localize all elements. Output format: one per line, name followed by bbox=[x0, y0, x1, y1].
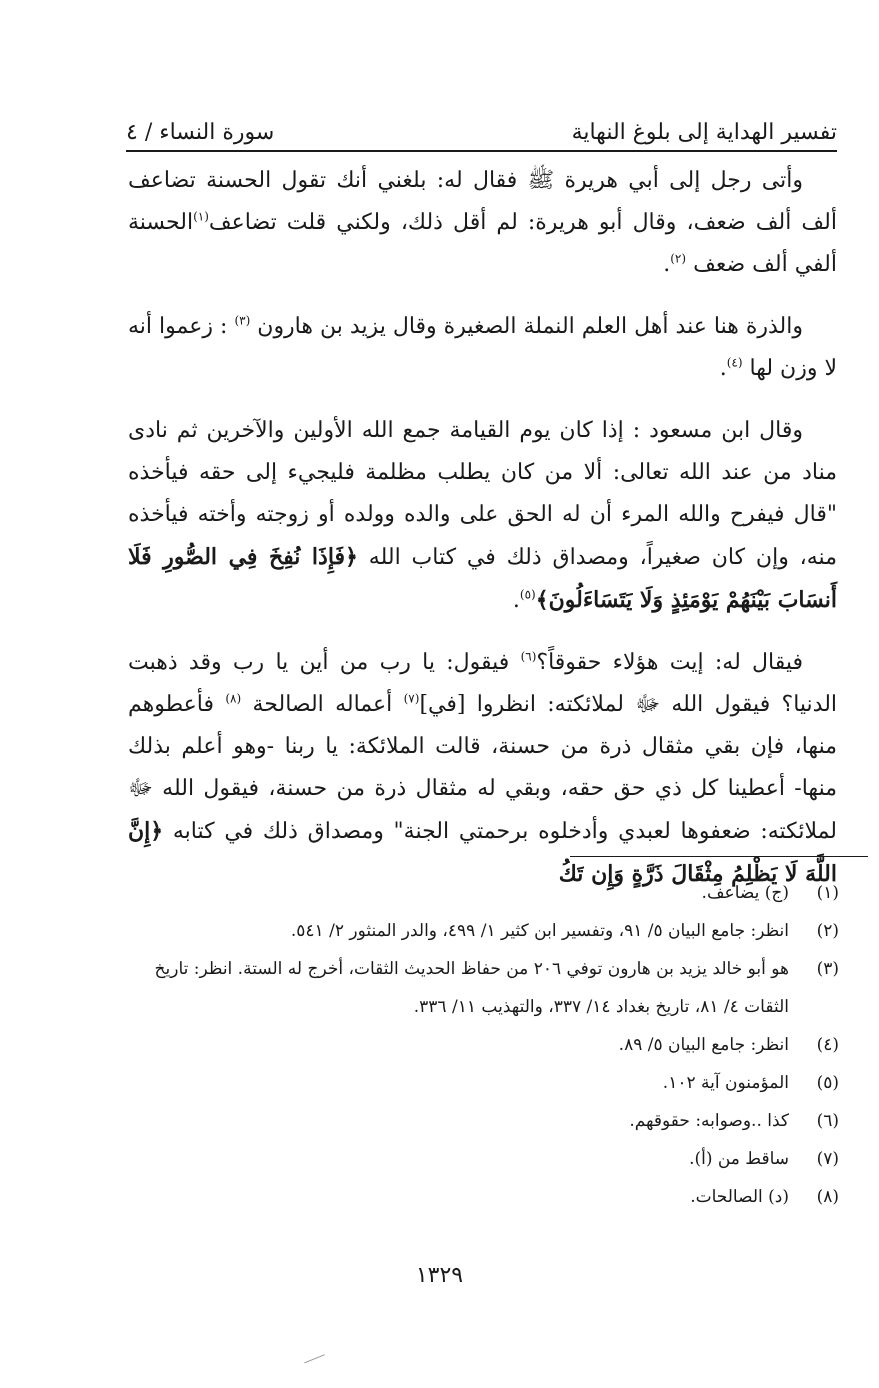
footnote-8 bbox=[120, 1178, 839, 1216]
p4-text-4: فأعطوهم منها، فإن بقي مثقال ذرة من حسنة، قالت الملائكة: يا ربنا -وهو أعلم بذلك منها- أعطينا كل ذي حق حقه، وبقي له مثقال ذرة من حسنة، فيقول الله ﷻ لملائكته: ضعفوها لعبدي وأدخلوه برحمتي الجنة" ومصداق ذلك في كتابه bbox=[128, 692, 838, 844]
main-text bbox=[128, 160, 837, 916]
footnote-ref-7[interactable]: (٧) bbox=[403, 691, 420, 706]
footnote-2 bbox=[120, 912, 839, 950]
p2-text-3: . bbox=[719, 356, 727, 381]
p1-text-1: وأتى رجل إلى أبي هريرة ﷺ فقال له: بلغني أنك تقول الحسنة تضاعف ألف ألف ضعف، وقال أبو هريرة: لم أقل ذلك، ولكني قلت تضاعف bbox=[128, 168, 837, 235]
footnote-number: (١) bbox=[816, 883, 839, 903]
p4-text-3: أعماله الصالحة bbox=[252, 692, 393, 717]
footnote-ref-6[interactable]: (٦) bbox=[520, 649, 537, 664]
footnote-number: (٢) bbox=[816, 921, 839, 941]
footnote-ref-5[interactable]: (٥) bbox=[519, 587, 536, 602]
footnote-text: هو أبو خالد يزيد بن هارون توفي ٢٠٦ من حفاظ الحديث الثقات، أخرج له الستة. انظر: تاريخ الثقات ٤/ ٨١، تاريخ بغداد ١٤/ ٣٣٧، والتهذيب ١١/ ٣٣٦. bbox=[154, 959, 789, 1017]
footnote-6 bbox=[120, 1102, 839, 1140]
scan-mark bbox=[304, 1354, 328, 1371]
paragraph-3 bbox=[128, 410, 837, 622]
footnotes-section bbox=[120, 874, 839, 1216]
p2-text-1: والذرة هنا عند أهل العلم النملة الصغيرة وقال يزيد بن هارون bbox=[257, 314, 803, 339]
footnote-text: انظر: جامع البيان ٥/ ٨٩. bbox=[618, 1035, 789, 1055]
paragraph-2 bbox=[128, 306, 837, 390]
quran-verse-2: ﴿إِنَّ اللَّهَ لَا يَظْلِمُ مِثْقَالَ ذَرَّةٍ وَإِن تَكُ bbox=[128, 818, 837, 887]
footnote-number: (٨) bbox=[816, 1187, 839, 1207]
footnote-divider bbox=[570, 856, 868, 857]
footnote-1 bbox=[120, 874, 839, 912]
footnote-number: (٤) bbox=[816, 1035, 839, 1055]
footnote-text: كذا ..وصوابه: حقوقهم. bbox=[629, 1111, 789, 1131]
footnote-7 bbox=[120, 1140, 839, 1178]
quran-verse-1: ﴿فَإِذَا نُفِخَ فِي الصُّورِ فَلَا أَنسَابَ بَيْنَهُمْ يَوْمَئِذٍ وَلَا يَتَسَاءَلُونَ﴾ bbox=[128, 544, 837, 613]
running-header bbox=[126, 96, 837, 150]
header-divider bbox=[126, 150, 837, 152]
footnote-text: انظر: جامع البيان ٥/ ٩١، وتفسير ابن كثير ١/ ٤٩٩، والدر المنثور ٢/ ٥٤١. bbox=[290, 921, 789, 941]
footnote-ref-3[interactable]: (٣) bbox=[234, 313, 251, 328]
footnote-number: (٣) bbox=[816, 959, 839, 979]
p4-text-2: فيقول: يا رب من أين يا رب وقد ذهبت الدنيا؟ فيقول الله ﷻ لملائكته: انظروا [في] bbox=[128, 650, 838, 717]
footnote-text: (د) الصالحات. bbox=[690, 1187, 789, 1207]
footnote-text: المؤمنون آية ١٠٢. bbox=[662, 1073, 789, 1093]
footnote-3 bbox=[120, 950, 839, 1026]
footnote-5 bbox=[120, 1064, 839, 1102]
footnote-ref-2[interactable]: (٢) bbox=[670, 251, 687, 266]
footnote-number: (٥) bbox=[816, 1073, 839, 1093]
footnote-number: (٧) bbox=[816, 1149, 839, 1169]
footnote-ref-8[interactable]: (٨) bbox=[225, 691, 242, 706]
surah-volume: سورة النساء / ٤ bbox=[126, 119, 275, 145]
footnote-ref-1[interactable]: (١) bbox=[193, 209, 209, 224]
p1-text-3: . bbox=[663, 252, 671, 277]
p4-text-1: فيقال له: إيت هؤلاء حقوقاً؟ bbox=[536, 650, 803, 675]
paragraph-4 bbox=[128, 642, 837, 896]
footnote-ref-4[interactable]: (٤) bbox=[726, 355, 743, 370]
page-number: ١٣٢٩ bbox=[415, 1263, 464, 1288]
p2-text-2: : زعموا أنه لا وزن لها bbox=[128, 314, 837, 381]
p3-text-2: . bbox=[512, 588, 520, 613]
footnote-text: ساقط من (أ). bbox=[689, 1149, 789, 1169]
footnote-4 bbox=[120, 1026, 839, 1064]
footnote-number: (٦) bbox=[816, 1111, 839, 1131]
p1-text-2: الحسنة ألفي ألف ضعف bbox=[128, 210, 837, 277]
footnote-text: (ج) يضاعف. bbox=[701, 883, 789, 903]
paragraph-1 bbox=[128, 160, 837, 286]
p3-text-1: وقال ابن مسعود : إذا كان يوم القيامة جمع الله الأولين والآخرين ثم نادى مناد من عند الله تعالى: ألا من كان يطلب مظلمة فليجيء إلى حقه فيأخذه "قال فيفرح والله المرء أن له الحق على والده وولده أو زوجته وأخته فيأخذه منه، وإن كان صغيراً، ومصداق ذلك في كتاب الله bbox=[128, 418, 837, 570]
book-title: تفسير الهداية إلى بلوغ النهاية bbox=[571, 119, 837, 145]
